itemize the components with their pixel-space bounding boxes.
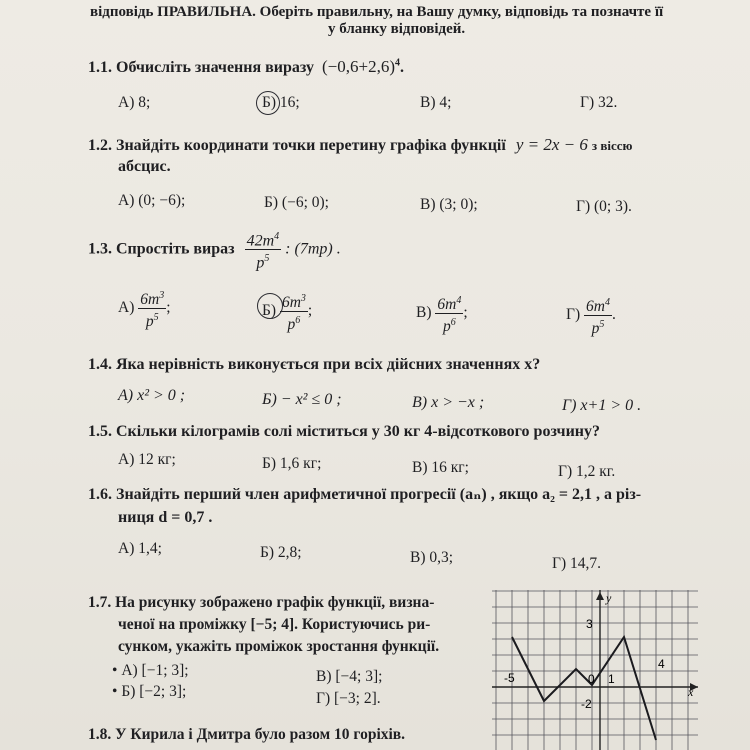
task-1-3 <box>88 228 341 272</box>
option-1-5-d[interactable]: Г) 1,2 кг. <box>558 463 616 480</box>
task-number: 1.2. <box>88 137 112 154</box>
option-1-4-b[interactable]: Б) − x² ≤ 0 ; <box>262 391 342 408</box>
task-number: 1.3. <box>88 240 112 258</box>
task-1-7-line3: сунком, укажіть проміжок зростання функції. <box>118 638 440 655</box>
option-1-3-a[interactable]: А) $\frac{6m^3}{p^5}$ ; <box>118 287 171 330</box>
option-1-4-a[interactable]: А) x² > 0 ; <box>118 387 186 404</box>
option-1-1-d[interactable]: Г) 32. <box>580 94 618 111</box>
x-axis-label: x <box>688 685 694 699</box>
answer-circle-mark <box>257 293 283 319</box>
option-1-3-b[interactable]: Б) $\frac{6m^3}{p^6}$ ; <box>262 290 312 333</box>
y-axis-label: y <box>606 591 612 605</box>
option-1-5-b[interactable]: Б) 1,6 кг; <box>262 455 322 472</box>
task-1-2 <box>88 135 632 155</box>
task-1-6-line2: ниця d = 0,7 . <box>118 509 213 526</box>
option-1-3-c[interactable]: В) $\frac{6m^4}{p^6}$ ; <box>416 292 468 335</box>
option-1-2-a[interactable]: А) (0; −6); <box>118 192 186 209</box>
function-curve <box>512 637 656 740</box>
task-text-line-1: На рисунку зображено графік функції, визна- <box>115 594 435 611</box>
function-graph <box>492 590 702 750</box>
task-expression: y = 2x − 6 <box>515 135 588 154</box>
instruction-line-2: у бланку відповідей. <box>328 21 466 37</box>
task-1-4 <box>88 356 540 374</box>
option-1-1-a[interactable]: А) 8; <box>118 94 151 111</box>
task-1-8 <box>88 726 405 744</box>
tick-label-minus-5: -5 <box>504 671 515 685</box>
task-text: Знайдіть перший член арифметичної прогресії (aₙ) , якщо a₂ = 2,1 , а різ- <box>116 486 642 503</box>
tick-label-1: 1 <box>608 672 615 686</box>
task-1-6 <box>88 484 641 504</box>
option-1-2-d[interactable]: Г) (0; 3). <box>576 198 632 215</box>
task-text-after: з віссю <box>591 138 633 153</box>
task-text: Знайдіть координати точки перетину графіка функції <box>116 137 506 154</box>
answer-circle-mark <box>256 91 280 115</box>
task-expression-end: . <box>400 59 404 76</box>
task-number: 1.7. <box>88 594 112 611</box>
task-1-5 <box>88 423 600 441</box>
option-1-5-c[interactable]: В) 16 кг; <box>412 459 469 476</box>
option-1-7-b[interactable]: • Б) [−2; 3]; <box>112 683 187 700</box>
task-number: 1.6. <box>88 486 112 503</box>
option-1-7-a[interactable]: • А) [−1; 3]; <box>112 662 189 679</box>
task-number: 1.1. <box>88 59 112 76</box>
task-1-1 <box>88 57 404 77</box>
option-1-7-d[interactable]: Г) [−3; 2]. <box>316 690 381 707</box>
task-number: 1.8. <box>88 726 112 743</box>
task-1-7 <box>88 594 434 612</box>
task-expression-tail: : (7mp) . <box>285 240 341 258</box>
option-1-1-b[interactable]: Б) 16; <box>262 94 300 111</box>
option-1-2-c[interactable]: В) (3; 0); <box>420 196 478 213</box>
option-1-4-c[interactable]: В) x > −x ; <box>412 394 485 411</box>
task-number: 1.4. <box>88 356 112 373</box>
option-1-6-a[interactable]: А) 1,4; <box>118 540 162 557</box>
task-text: Обчисліть значення виразу <box>116 59 314 76</box>
tick-label-minus-2: -2 <box>581 697 592 711</box>
task-text: Спростіть вираз <box>116 240 235 258</box>
task-text: Яка нерівність виконується при всіх дійсних значеннях x? <box>116 356 541 373</box>
option-1-3-d[interactable]: Г) $\frac{6m^4}{p^5}$ . <box>566 294 616 337</box>
option-1-6-c[interactable]: В) 0,3; <box>410 549 454 566</box>
task-1-2-line2: абсцис. <box>118 158 171 175</box>
graph-grid <box>492 590 698 750</box>
option-1-6-b[interactable]: Б) 2,8; <box>260 544 302 561</box>
option-1-5-a[interactable]: А) 12 кг; <box>118 451 176 468</box>
task-text: Скільки кілограмів солі міститься у 30 кг 4-відсоткового розчину? <box>116 423 601 440</box>
task-exponent: 4 <box>395 57 400 69</box>
task-fraction: $\frac{42m^4}{p^5}$ <box>245 228 282 272</box>
option-1-4-d[interactable]: Г) x+1 > 0 . <box>562 397 642 414</box>
task-1-7-line2: ченої на проміжку [−5; 4]. Користуючись ри- <box>118 616 431 633</box>
instruction-line-1: відповідь ПРАВИЛЬНА. Оберіть правильну, на Вашу думку, відповідь та позначте її <box>90 4 664 20</box>
y-axis-arrow-icon <box>596 592 604 600</box>
option-1-6-d[interactable]: Г) 14,7. <box>552 555 601 572</box>
option-1-7-c[interactable]: В) [−4; 3]; <box>316 668 383 685</box>
option-1-2-b[interactable]: Б) (−6; 0); <box>264 194 329 211</box>
option-1-1-c[interactable]: В) 4; <box>420 94 452 111</box>
task-number: 1.5. <box>88 423 112 440</box>
tick-label-3: 3 <box>586 617 593 631</box>
tick-label-0: 0 <box>588 672 595 686</box>
task-expression: (−0,6+2,6) <box>322 57 395 76</box>
task-text: У Кирила і Дмитра було разом 10 горіхів. <box>115 726 406 743</box>
tick-label-4: 4 <box>658 657 665 671</box>
